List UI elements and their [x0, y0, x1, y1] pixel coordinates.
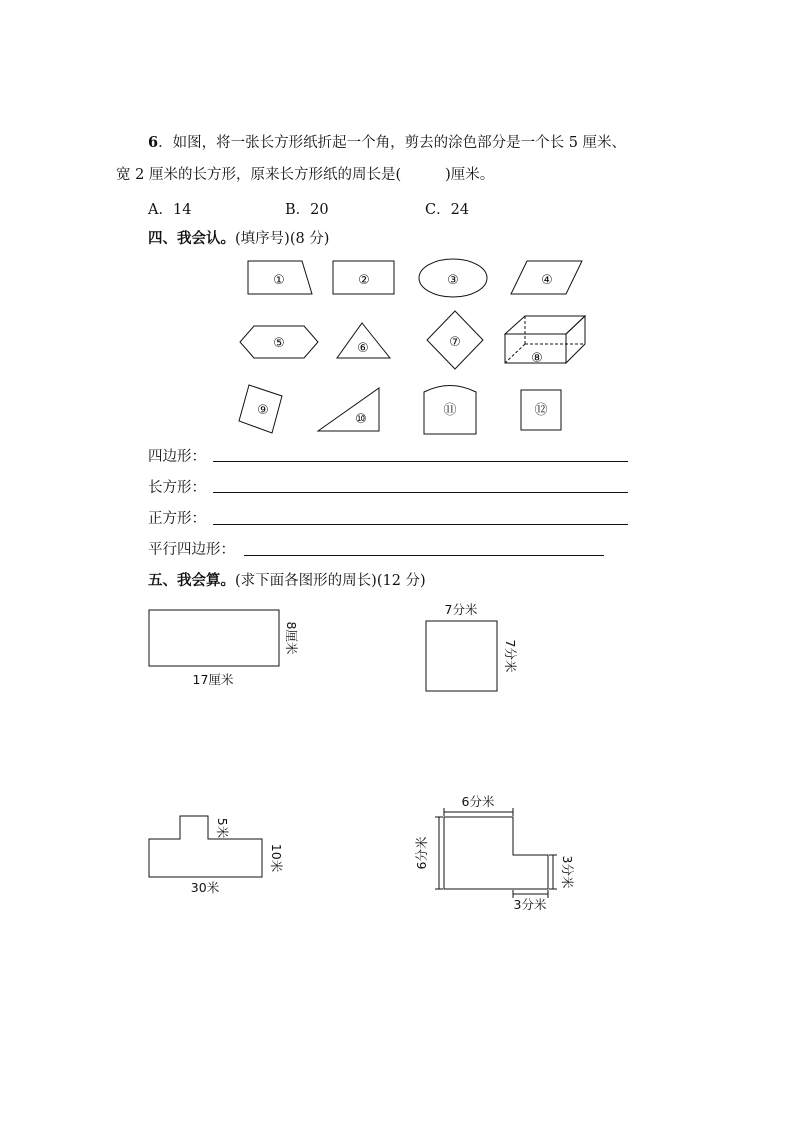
fig3-step-label: 5米 — [215, 817, 230, 839]
fig4-left-label: 6分米 — [414, 836, 429, 870]
fill-label-quadrilateral: 四边形： — [148, 449, 206, 465]
shape-label-1: ① — [273, 273, 285, 288]
shape-label-11: ⑪ — [443, 403, 457, 418]
shape-8-cuboid — [505, 316, 585, 363]
shape-label-6: ⑥ — [357, 341, 369, 356]
q6-text-2a: 宽 2 厘米的长方形，原来长方形纸的周长是( — [116, 167, 402, 183]
fill-line-quadrilateral[interactable] — [213, 461, 628, 462]
fig2-top-label: 7分米 — [444, 602, 478, 617]
shape-label-7: ⑦ — [449, 335, 461, 350]
section4-note: (填序号)(8 分) — [235, 231, 330, 247]
shape-label-12: ⑫ — [534, 403, 548, 418]
fig3-height-label: 10米 — [269, 843, 284, 873]
q6-option-c[interactable]: C．24 — [425, 202, 470, 218]
fig1-height-label: 8厘米 — [284, 621, 299, 655]
q6-text-2b: )厘米。 — [445, 167, 495, 183]
shape-10-right-triangle — [318, 388, 379, 431]
section5-heading — [148, 571, 426, 591]
fill-line-rectangle[interactable] — [213, 492, 628, 493]
fill-label-parallelogram: 平行四边形： — [148, 542, 235, 558]
fig1-width-label: 17厘米 — [192, 672, 234, 687]
shape-label-3: ③ — [447, 273, 459, 288]
fill-line-parallelogram[interactable] — [244, 555, 604, 556]
section4-title: 四、我会认。 — [148, 230, 235, 247]
q6-option-a[interactable]: A．14 — [148, 202, 192, 218]
q6-number: 6 — [148, 134, 159, 151]
fig4-right-label: 3分米 — [560, 855, 575, 889]
shape-label-8: ⑧ — [531, 351, 543, 366]
fig2-square — [426, 621, 497, 691]
shape-label-2: ② — [358, 273, 370, 288]
fig4-l-shape — [435, 808, 557, 898]
fig2-side-label: 7分米 — [503, 639, 518, 673]
fig4-bottom-label: 3分米 — [513, 897, 547, 912]
fig3-t-shape — [149, 816, 262, 877]
q6-text-1: ．如图，将一张长方形纸折起一个角，剪去的涂色部分是一个长 5 厘米、 — [158, 135, 627, 151]
section5-title: 五、我会算。 — [148, 572, 235, 589]
fill-line-square[interactable] — [213, 524, 628, 525]
fig3-bottom-label: 30米 — [190, 880, 220, 895]
shape-label-9: ⑨ — [257, 403, 269, 418]
fig4-top-label: 6分米 — [461, 794, 495, 809]
q6-option-b[interactable]: B．20 — [285, 202, 329, 218]
shape-label-10: ⑩ — [355, 412, 367, 427]
shape-label-4: ④ — [541, 273, 553, 288]
shape-label-5: ⑤ — [273, 336, 285, 351]
fig1-rectangle — [149, 610, 279, 666]
section5-note: (求下面各图形的周长)(12 分) — [235, 573, 426, 589]
fill-label-square: 正方形： — [148, 511, 206, 527]
fill-label-rectangle: 长方形： — [148, 480, 206, 496]
